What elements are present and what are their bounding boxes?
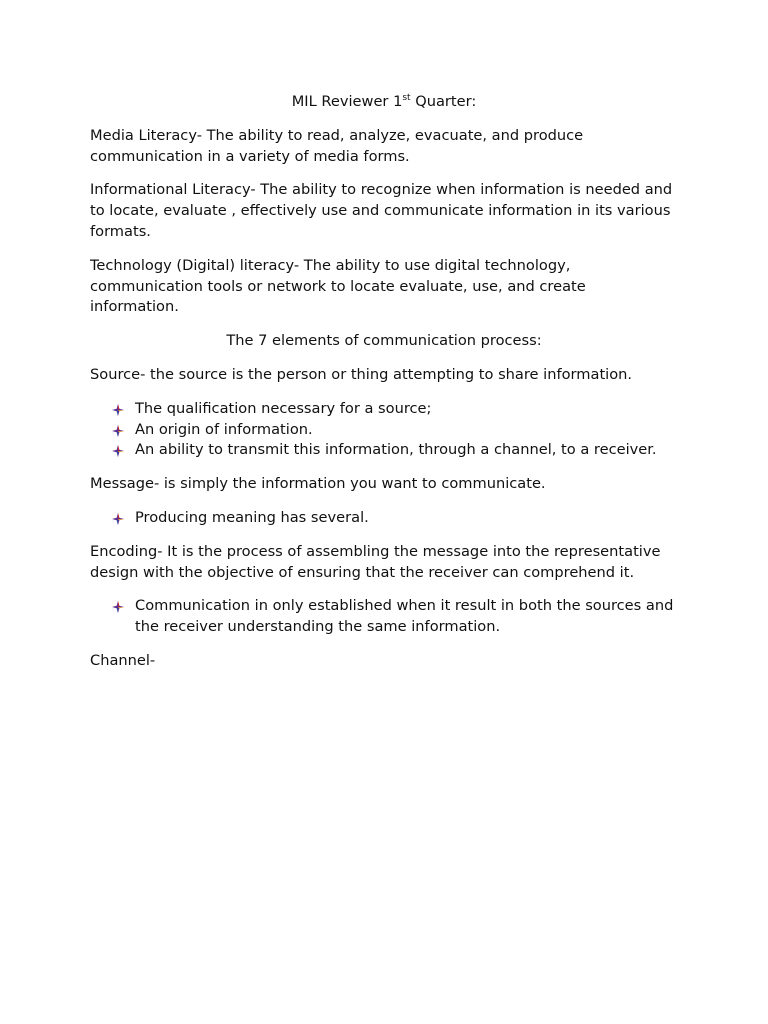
list-item bbox=[135, 399, 678, 420]
paragraph-message: Message- is simply the information you want to communicate. bbox=[90, 475, 546, 493]
paragraph-source: Source- the source is the person or thing attempting to share information. bbox=[90, 365, 633, 383]
bullet-text: Communication in only established when it result in both the sources and the receiver understanding the same information. bbox=[135, 597, 674, 636]
four-point-star-bullet-icon bbox=[112, 425, 124, 437]
list-item bbox=[135, 420, 678, 441]
four-point-star-bullet-icon bbox=[112, 601, 124, 613]
bullet-text: An ability to transmit this information, through a channel, to a receiver. bbox=[135, 441, 657, 459]
bullet-text: The qualification necessary for a source; bbox=[135, 399, 432, 417]
list-item bbox=[135, 440, 678, 461]
title-tail: Quarter: bbox=[410, 93, 477, 110]
document-title bbox=[90, 92, 678, 113]
list-item bbox=[135, 596, 678, 638]
list-item bbox=[135, 508, 678, 529]
encoding-bullet-list bbox=[90, 596, 678, 638]
paragraph-channel: Channel- bbox=[90, 651, 156, 669]
source-bullet-list bbox=[90, 399, 678, 461]
title-superscript: st bbox=[402, 93, 411, 104]
paragraph-media-literacy: Media Literacy- The ability to read, analyze, evacuate, and produce communication in a variety of media forms. bbox=[90, 126, 584, 165]
paragraph-technology-literacy: Technology (Digital) literacy- The ability to use digital technology, communication tools or network to locate evaluate, use, and create information. bbox=[90, 256, 586, 316]
paragraph-encoding: Encoding- It is the process of assembling the message into the representative design with the objective of ensuring that the receiver can comprehend it. bbox=[90, 542, 661, 581]
bullet-text: An origin of information. bbox=[135, 420, 313, 438]
elements-heading: The 7 elements of communication process: bbox=[226, 332, 542, 350]
four-point-star-bullet-icon bbox=[112, 513, 124, 525]
four-point-star-bullet-icon bbox=[112, 445, 124, 457]
bullet-text: Producing meaning has several. bbox=[135, 508, 369, 526]
message-bullet-list bbox=[90, 508, 678, 529]
four-point-star-bullet-icon bbox=[112, 404, 124, 416]
paragraph-informational-literacy: Informational Literacy- The ability to recognize when information is needed and to locate, evaluate , effectively use and communicate information in its various formats. bbox=[90, 181, 673, 240]
title-main: MIL Reviewer 1 bbox=[291, 93, 403, 110]
